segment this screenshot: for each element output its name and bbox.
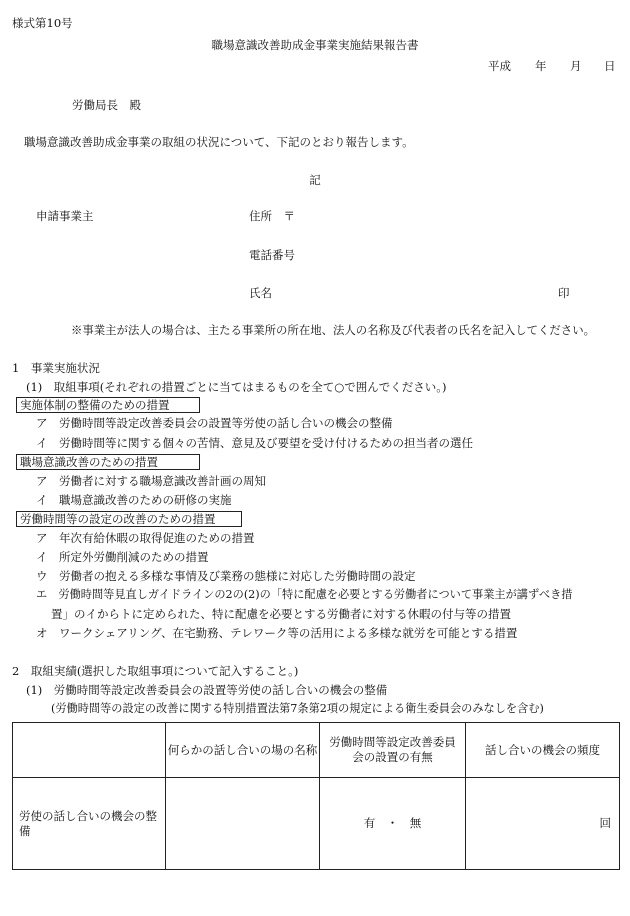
section2-sub-note: (労働時間等の設定の改善に関する特別措置法第7条第2項の規定による衛生委員会のみなしを含む) bbox=[51, 702, 544, 715]
group2-item-a: ア 労働者に対する職場意識改善計画の周知 bbox=[36, 474, 266, 488]
group2-item-i: イ 職場意識改善のための研修の実施 bbox=[36, 493, 232, 507]
page-title: 職場意識改善助成金事業実施結果報告書 bbox=[211, 38, 419, 52]
group2-title: 職場意識改善のための措置 bbox=[16, 454, 200, 470]
header-cell-committee: 労働時間等設定改善委員会の設置の有無 bbox=[320, 723, 466, 778]
section2-sub: (1) 労働時間等設定改善委員会の設置等労使の話し合いの機会の整備 bbox=[26, 683, 388, 697]
group3-item-o: オ ワークシェアリング、在宅勤務、テレワーク等の活用による多様な就労を可能とする措置 bbox=[36, 626, 518, 640]
header-cell-name: 何らかの話し合いの場の名称 bbox=[166, 723, 320, 778]
date-year: 年 bbox=[535, 59, 547, 73]
row-umu-cell[interactable]: 有 ・ 無 bbox=[320, 778, 466, 870]
table-row bbox=[13, 778, 620, 870]
applicant-label: 申請事業主 bbox=[36, 209, 94, 223]
section1-sub: (1) 取組事項(それぞれの措置ごとに当てはまるものを全て○で囲んでください。) bbox=[26, 380, 447, 394]
phone-label: 電話番号 bbox=[249, 248, 295, 262]
group3-title: 労働時間等の設定の改善のための措置 bbox=[16, 511, 242, 527]
group1-item-a: ア 労働時間等設定改善委員会の設置等労使の話し合いの機会の整備 bbox=[36, 416, 393, 430]
row-frequency-cell[interactable]: 回 bbox=[466, 778, 620, 870]
table-header-row bbox=[13, 723, 620, 778]
header-cell-frequency: 話し合いの機会の頻度 bbox=[466, 723, 620, 778]
group3-item-i: イ 所定外労働削減のための措置 bbox=[36, 550, 209, 564]
seal-mark: 印 bbox=[558, 286, 570, 300]
form-number: 様式第10号 bbox=[12, 16, 73, 30]
ki-mark: 記 bbox=[309, 173, 321, 187]
group3-item-a: ア 年次有給休暇の取得促進のための措置 bbox=[36, 531, 255, 545]
header-cell-blank bbox=[13, 723, 166, 778]
row-label: 労使の話し合いの機会の整備 bbox=[13, 778, 166, 870]
section1-heading: 1 事業実施状況 bbox=[12, 361, 100, 375]
date-day: 日 bbox=[604, 59, 616, 73]
group3-item-u: ウ 労働者の抱える多様な事情及び業務の態様に対応した労働時間の設定 bbox=[36, 569, 416, 583]
group1-title: 実施体制の整備のための措置 bbox=[16, 397, 200, 413]
row-name-cell[interactable] bbox=[166, 778, 320, 870]
section2-heading: 2 取組実績(選択した取組事項について記入すること。) bbox=[12, 664, 299, 678]
date-month: 月 bbox=[570, 59, 582, 73]
name-label: 氏名 bbox=[249, 286, 272, 300]
group3-item-e: エ 労働時間等見直しガイドラインの2の(2)の「特に配慮を必要とする労働者について事業主が講ずべき措 bbox=[36, 588, 573, 601]
group1-item-i: イ 労働時間等に関する個々の苦情、意見及び要望を受け付けるための担当者の選任 bbox=[36, 436, 473, 450]
address-label: 住所 〒 bbox=[249, 209, 295, 223]
addressee: 労働局長 殿 bbox=[72, 98, 141, 112]
group3-item-e-cont: 置」のイからトに定められた、特に配慮を必要とする労働者に対する休暇の付与等の措置 bbox=[51, 607, 511, 621]
date-era: 平成 bbox=[488, 59, 511, 73]
results-table bbox=[12, 722, 620, 870]
corporate-note: ※事業主が法人の場合は、主たる事業所の所在地、法人の名称及び代表者の氏名を記入してください。 bbox=[71, 323, 595, 337]
intro-text: 職場意識改善助成金事業の取組の状況について、下記のとおり報告します。 bbox=[24, 135, 414, 149]
